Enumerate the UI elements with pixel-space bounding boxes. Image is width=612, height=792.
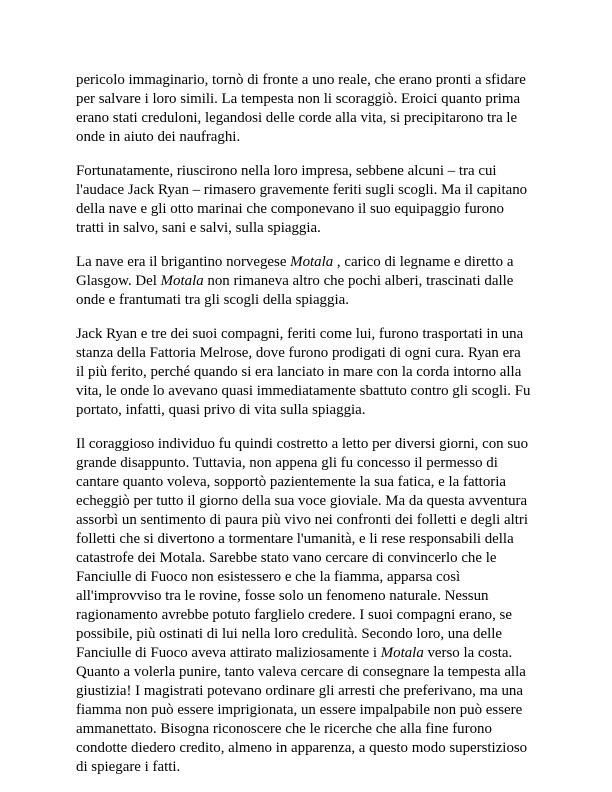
text-line: catastrofe dei Motala. Sarebbe stato vano cercare di convincerlo che le — [76, 550, 497, 566]
text-line: Fanciulle di Fuoco aveva attirato maliziosamente i Motala verso la costa. — [76, 645, 513, 661]
text-line: possibile, più ostinati di lui nella loro credulità. Secondo loro, una delle — [76, 626, 502, 642]
text-line: l'audace Jack Ryan – rimasero gravemente feriti sugli scogli. Ma il capitano — [76, 182, 528, 198]
text-line: Jack Ryan e tre dei suoi compagni, feriti come lui, furono trasportati in una — [76, 326, 524, 342]
paragraph-3 — [76, 253, 552, 310]
text-line: La nave era il brigantino norvegese Motala , carico di legname e diretto a — [76, 254, 514, 270]
text-line: il più ferito, perché quando si era lanciato in mare con la corda intorno alla — [76, 364, 522, 380]
text-line: Glasgow. Del Motala non rimaneva altro che pochi alberi, trascinati dalle — [76, 273, 514, 289]
paragraph-2 — [76, 162, 552, 238]
text-line: pericolo immaginario, tornò di fronte a uno reale, che erano pronti a sfidare — [76, 72, 526, 88]
text-line: Il coraggioso individuo fu quindi costretto a letto per diversi giorni, con suo — [76, 436, 529, 452]
text-line: onde in aiuto dei naufraghi. — [76, 129, 241, 145]
text-line: assorbì un sentimento di paura più vivo nei confronti dei folletti e degli altri — [76, 512, 528, 528]
text-line: echeggiò per tutto il giorno della sua voce gioviale. Ma da questa avventura — [76, 493, 528, 509]
text-line: per salvare i loro simili. La tempesta non li scoraggiò. Eroici quanto prima — [76, 91, 521, 107]
text-line: cantare quanto voleva, sopportò pazientemente la sua fatica, e la fattoria — [76, 474, 506, 490]
text-line: portato, infatti, quasi privo di vita sulla spiaggia. — [76, 402, 366, 418]
text-line: ragionamento avrebbe potuto farglielo credere. I suoi compagni erano, se — [76, 607, 512, 623]
text-line: di spiegare i fatti. — [76, 759, 181, 775]
ship-name-italic: Motala — [290, 254, 334, 270]
text-line: Fortunatamente, riuscirono nella loro impresa, sebbene alcuni – tra cui — [76, 163, 497, 179]
text-line: fiamma non può essere imprigionata, un essere impalpabile non può essere — [76, 702, 523, 718]
text-line: onde e frantumati tra gli scogli della spiaggia. — [76, 292, 349, 308]
text-line: ammanettato. Bisogna riconoscere che le ricerche che alla fine furono — [76, 721, 492, 737]
text-line: folletti che si divertono a tormentare l'umanità, e li rese responsabili della — [76, 531, 514, 547]
text-line: all'improvviso tra le rovine, fosse solo un fenomeno naturale. Nessun — [76, 588, 489, 604]
ship-name-italic: Motala — [160, 273, 204, 289]
text-line: vita, le onde lo avevano quasi immediatamente sbattuto contro gli scogli. Fu — [76, 383, 531, 399]
text-line: condotte diedero credito, almeno in apparenza, a questo modo superstizioso — [76, 740, 528, 756]
text-line: erano stati creduloni, legandosi delle corde alla vita, si precipitarono tra le — [76, 110, 518, 126]
paragraph-4 — [76, 325, 552, 420]
paragraph-5 — [76, 435, 552, 777]
ship-name-italic: Motala — [380, 645, 424, 661]
text-line: Quanto a volerla punire, tanto valeva cercare di consegnare la tempesta alla — [76, 664, 526, 680]
text-line: della nave e gli otto marinai che componevano il suo equipaggio furono — [76, 201, 504, 217]
text-line: tratti in salvo, sani e salvi, sulla spiaggia. — [76, 220, 321, 236]
text-line: stanza della Fattoria Melrose, dove furono prodigati di ogni cura. Ryan era — [76, 345, 521, 361]
text-line: grande disappunto. Tuttavia, non appena gli fu concesso il permesso di — [76, 455, 498, 471]
paragraph-1 — [76, 71, 552, 147]
text-line: Fanciulle di Fuoco non esistessero e che la fiamma, apparsa così — [76, 569, 461, 585]
text-line: giustizia! I magistrati potevano ordinare gli arresti che preferivano, ma una — [76, 683, 523, 699]
